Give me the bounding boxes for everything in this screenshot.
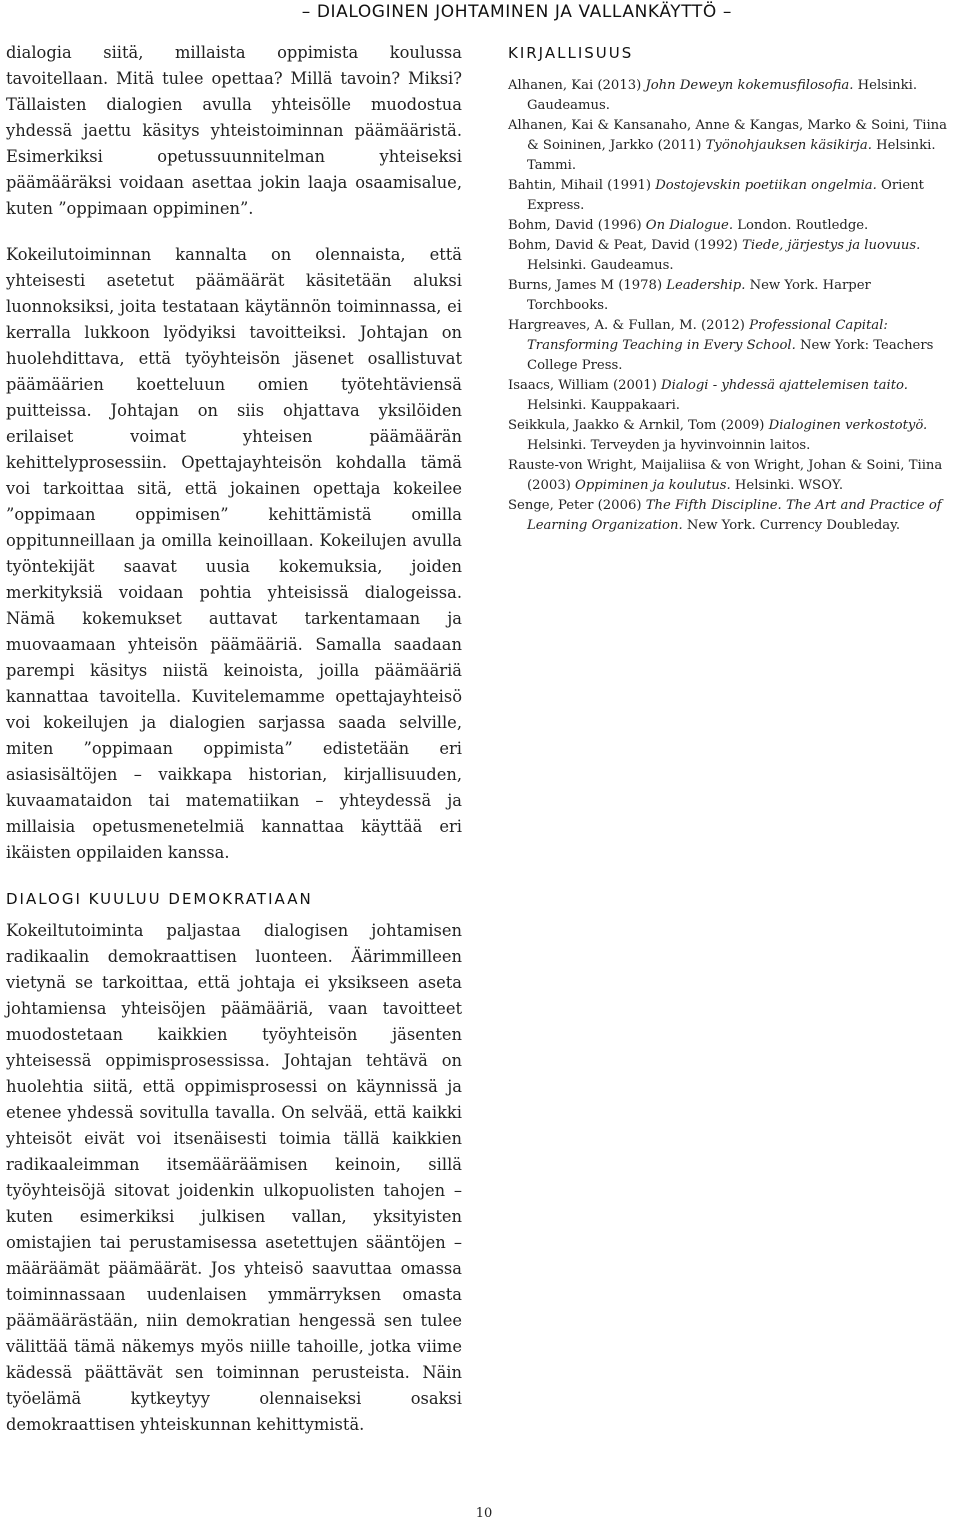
- reference-text: Bahtin, Mihail (1991): [508, 178, 656, 193]
- body-paragraph: dialogia siitä, millaista oppimista koulussa tavoitellaan. Mitä tulee opettaa? Millä tavoin? Miksi? Tällaisten dialogien avulla yhteisölle muodostua yhdessä jaettu käsitys yhteistoiminnan päämääristä. Esimerkiksi opetussuunnitelman yhteiseksi päämääräksi voidaan asettaa jokin laaja osaamisalue, kuten ”oppimaan oppiminen”.: [6, 43, 462, 218]
- reference-item: [508, 376, 954, 416]
- reference-text: Helsinki. WSOY.: [730, 478, 844, 493]
- section-heading: DIALOGI KUULUU DEMOKRATIAAN: [6, 890, 313, 908]
- reference-item: [508, 496, 954, 536]
- body-paragraph: Kokeilutoiminnan kannalta on olennaista, että yhteisesti asetetut päämäärät käsitetään aluksi luonnoksiksi, joita testataan käytännön toiminnassa, ei kerralla lukkoon lyödyiksi tavoitteiksi. Johtajan on huolehdittava, että työyhteisön jäsenet osallistuvat päämäärien koetteluun omien työtehtäviensä puitteissa. Johtajan on siis ohjattava yksilöiden erilaiset voimat yhteisen päämäärän kehittelyprosessiin. Opettajayhteisön kohdalla tämä voi tarkoittaa sitä, että jokainen opettaja kokeilee ”oppimaan oppimisen” kehittämistä omilla oppitunneillaan ja omilla keinoillaan. Kokeilujen avulla työntekijät saavat uusia kokemuksia, joiden merkityksiä voidaan pohtia yhteisissä dialogeissa. Nämä kokemukset auttavat tarkentamaan ja muovaamaan yhteisön päämääriä. Samalla saadaan parempi käsitys niistä keinoista, joilla päämääriä kannattaa tavoitella. Kuvitelemamme opettajayhteisö voi kokeilujen ja dialogien sarjassa saada selville, miten ”oppimaan oppimista” edistetään eri asiasisältöjen – vaikkapa historian, kirjallisuuden, kuvaamataidon tai matematiikan – yhteydessä ja millaisia opetusmenetelmiä kannattaa käyttää eri ikäisten oppilaiden kanssa.: [6, 245, 462, 862]
- reference-title: On Dialogue.: [645, 218, 734, 233]
- reference-text: Bohm, David (1996): [508, 218, 646, 233]
- reference-text: Helsinki. Gaudeamus.: [527, 78, 918, 113]
- reference-text: Rauste-von Wright, Maijaliisa & von Wright, Johan & Soini, Tiina (2003): [508, 458, 943, 493]
- reference-text: New York. Currency Doubleday.: [682, 518, 901, 533]
- reference-item: [508, 276, 954, 316]
- body-paragraph: Kokeiltutoiminta paljastaa dialogisen johtamisen radikaalin demokraattisen luonteen. Äärimmilleen vietynä se tarkoittaa, että johtaja ei yksikseen aseta johtamiensa yhteisöjen päämääriä, vaan tavoitteet muodostetaan kaikkien työyhteisön jäsenten yhteisessä oppimisprosessissa. Johtajan tehtävä on huolehtia siitä, että oppimisprosessi on käynnissä ja etenee yhdessä sovitulla tavalla. On selvää, että kaikki yhteisöt eivät voi itsenäisesti toimia tällä kaikkien radikaaleimman itsemääräämisen keinoin, sillä työyhteisöjä sitovat joidenkin ulkopuolisten tahojen – kuten esimerkiksi julkisen vallan, yksityisten omistajien tai perustamisessa asetettujen sääntöjen – määräämät päämäärät. Jos yhteisö saavuttaa omassa toiminnassaan uudenlaisen ymmärryksen omasta päämäärästään, niin demokratian hengessä sen tulee välittää tämä näkemys myös niille tahoille, jotka viime kädessä päättävät sen toiminnan perusteista. Näin työelämä kytkeytyy olennaiseksi osaksi demokraattisen yhteiskunnan kehittymistä.: [6, 921, 462, 1434]
- body-column-left: [6, 40, 462, 866]
- reference-item: [508, 316, 954, 376]
- reference-text: Helsinki. Gaudeamus.: [527, 258, 674, 273]
- reference-item: [508, 176, 954, 216]
- reference-text: Burns, James M (1978): [508, 278, 667, 293]
- reference-text: Helsinki. Kauppakaari.: [527, 398, 680, 413]
- reference-item: [508, 236, 954, 276]
- reference-text: Senge, Peter (2006): [508, 498, 646, 513]
- section-democracy: [6, 890, 462, 1438]
- reference-title: Oppiminen ja koulutus.: [575, 478, 731, 493]
- reference-text: Alhanen, Kai & Kansanaho, Anne & Kangas, Marko & Soini, Tiina & Soininen, Jarkko (2011): [508, 118, 948, 153]
- reference-text: Helsinki. Tammi.: [527, 138, 936, 173]
- reference-title: Työnohjauksen käsikirja.: [705, 138, 872, 153]
- reference-text: New York. Harper Torchbooks.: [527, 278, 871, 313]
- reference-title: Dialoginen verkostotyö.: [768, 418, 928, 433]
- references-heading: KIRJALLISUUS: [508, 44, 634, 62]
- reference-title: Tiede, järjestys ja luovuus.: [742, 238, 921, 253]
- reference-item: [508, 216, 954, 236]
- reference-item: [508, 456, 954, 496]
- reference-title: Dostojevskin poetiikan ongelmia.: [655, 178, 877, 193]
- reference-text: Seikkula, Jaakko & Arnkil, Tom (2009): [508, 418, 769, 433]
- reference-text: New York: Teachers College Press.: [527, 338, 934, 373]
- reference-text: Bohm, David & Peat, David (1992): [508, 238, 743, 253]
- reference-list: [508, 76, 954, 536]
- reference-text: Orient Express.: [527, 178, 924, 213]
- reference-title: Professional Capital: Transforming Teaching in Every School.: [527, 318, 888, 353]
- references-column: [508, 44, 954, 536]
- reference-title: Leadership.: [666, 278, 746, 293]
- reference-title: John Deweyn kokemusfilosofia.: [645, 78, 854, 93]
- reference-item: [508, 116, 954, 176]
- reference-item: [508, 416, 954, 456]
- reference-text: London. Routledge.: [733, 218, 869, 233]
- reference-text: Isaacs, William (2001): [508, 378, 662, 393]
- reference-text: Hargreaves, A. & Fullan, M. (2012): [508, 318, 750, 333]
- running-header: – DIALOGINEN JOHTAMINEN JA VALLANKÄYTTÖ –: [301, 2, 732, 22]
- reference-text: Alhanen, Kai (2013): [508, 78, 646, 93]
- reference-text: Helsinki. Terveyden ja hyvinvoinnin laitos.: [527, 438, 811, 453]
- reference-title: Dialogi - yhdessä ajattelemisen taito.: [661, 378, 908, 393]
- reference-item: [508, 76, 954, 116]
- page-number: 10: [475, 1506, 493, 1521]
- reference-title: The Fifth Discipline. The Art and Practice of Learning Organization.: [527, 498, 942, 533]
